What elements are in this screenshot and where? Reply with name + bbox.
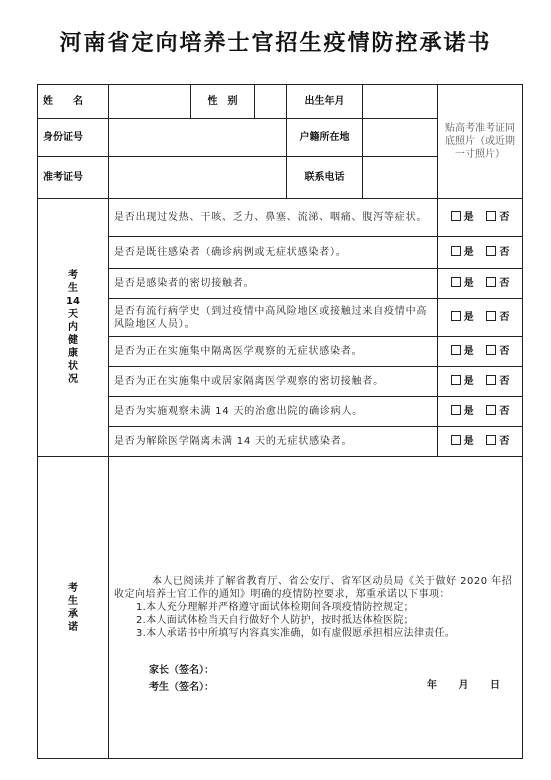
checkbox-yes[interactable] bbox=[451, 246, 461, 256]
photo-area[interactable]: 贴高考准考证同底照片（或近期一寸照片） bbox=[438, 85, 523, 199]
phone-field[interactable] bbox=[363, 157, 438, 199]
exam-number-label: 准考证号 bbox=[38, 157, 109, 199]
date-day-label: 日 bbox=[489, 680, 500, 691]
checkbox-yes[interactable] bbox=[451, 311, 461, 321]
yes-no-choice[interactable]: 是 否 bbox=[438, 299, 523, 337]
pledge-item: 1.本人充分理解并严格遵守面试体检期间各项疫情防控规定； bbox=[136, 602, 414, 613]
health-section-label: 考 生 14 天 内 健 康 状 况 bbox=[38, 199, 109, 457]
checkbox-no[interactable] bbox=[486, 311, 496, 321]
checkbox-no[interactable] bbox=[486, 345, 496, 355]
checkbox-yes[interactable] bbox=[451, 435, 461, 445]
yes-no-choice[interactable]: 是 否 bbox=[438, 367, 523, 397]
checkbox-yes[interactable] bbox=[451, 345, 461, 355]
health-question: 是否是既往感染者（确诊病例或无症状感染者）。 bbox=[109, 237, 438, 269]
yes-no-choice[interactable]: 是 否 bbox=[438, 199, 523, 237]
signature-block bbox=[149, 662, 214, 696]
pledge-content bbox=[109, 457, 523, 759]
yes-no-choice[interactable]: 是 否 bbox=[438, 397, 523, 427]
checkbox-yes[interactable] bbox=[451, 277, 461, 287]
pledge-form-table bbox=[37, 84, 523, 759]
gender-field[interactable] bbox=[255, 85, 287, 119]
student-signature-label[interactable]: 考生（签名）： bbox=[149, 682, 214, 693]
health-question: 是否是感染者的密切接触者。 bbox=[109, 269, 438, 299]
birth-field[interactable] bbox=[363, 85, 438, 119]
date-line[interactable] bbox=[409, 679, 500, 692]
exam-number-field[interactable] bbox=[109, 157, 287, 199]
health-question: 是否为正在实施集中或居家隔离医学观察的密切接触者。 bbox=[109, 367, 438, 397]
checkbox-yes[interactable] bbox=[451, 405, 461, 415]
pledge-item: 3.本人承诺书中所填写内容真实准确，如有虚假愿承担相应法律责任。 bbox=[136, 628, 456, 639]
checkbox-yes[interactable] bbox=[451, 211, 461, 221]
id-number-label: 身份证号 bbox=[38, 119, 109, 157]
pledge-item: 2.本人面试体检当天自行做好个人防护，按时抵达体检医院； bbox=[136, 615, 414, 626]
household-field[interactable] bbox=[363, 119, 438, 157]
checkbox-no[interactable] bbox=[486, 211, 496, 221]
name-label: 姓 名 bbox=[38, 85, 109, 119]
health-question: 是否为解除医学隔离未满 14 天的无症状感染者。 bbox=[109, 427, 438, 457]
pledge-section-label: 考 生 承 诺 bbox=[38, 457, 109, 759]
checkbox-no[interactable] bbox=[486, 375, 496, 385]
yes-no-choice[interactable]: 是 否 bbox=[438, 237, 523, 269]
parent-signature-label[interactable]: 家长（签名）： bbox=[149, 665, 214, 676]
name-field[interactable] bbox=[109, 85, 191, 119]
checkbox-no[interactable] bbox=[486, 435, 496, 445]
birth-label: 出生年月 bbox=[287, 85, 363, 119]
pledge-intro: 本人已阅读并了解省教育厅、省公安厅、省军区动员局《关于做好 2020 年招收定向培养士官工作的通知》明确的疫情防控要求，郑重承诺以下事项： bbox=[114, 576, 513, 600]
yes-no-choice[interactable]: 是 否 bbox=[438, 427, 523, 457]
health-question: 是否出现过发热、干咳、乏力、鼻塞、流涕、咽痛、腹泻等症状。 bbox=[109, 199, 438, 237]
checkbox-no[interactable] bbox=[486, 405, 496, 415]
date-month-label: 月 bbox=[458, 680, 469, 691]
health-question: 是否为正在实施集中隔离医学观察的无症状感染者。 bbox=[109, 337, 438, 367]
gender-label: 性 别 bbox=[191, 85, 255, 119]
phone-label: 联系电话 bbox=[287, 157, 363, 199]
yes-no-choice[interactable]: 是 否 bbox=[438, 337, 523, 367]
health-question: 是否有流行病学史（到过疫情中高风险地区或接触过来自疫情中高风险地区人员）。 bbox=[109, 299, 438, 337]
yes-no-choice[interactable]: 是 否 bbox=[438, 269, 523, 299]
id-number-field[interactable] bbox=[109, 119, 287, 157]
page-title: 河南省定向培养士官招生疫情防控承诺书 bbox=[59, 30, 492, 56]
checkbox-no[interactable] bbox=[486, 246, 496, 256]
checkbox-no[interactable] bbox=[486, 277, 496, 287]
health-question: 是否为实施观察未满 14 天的治愈出院的确诊病人。 bbox=[109, 397, 438, 427]
checkbox-yes[interactable] bbox=[451, 375, 461, 385]
household-label: 户籍所在地 bbox=[287, 119, 363, 157]
date-year-label: 年 bbox=[427, 680, 437, 691]
